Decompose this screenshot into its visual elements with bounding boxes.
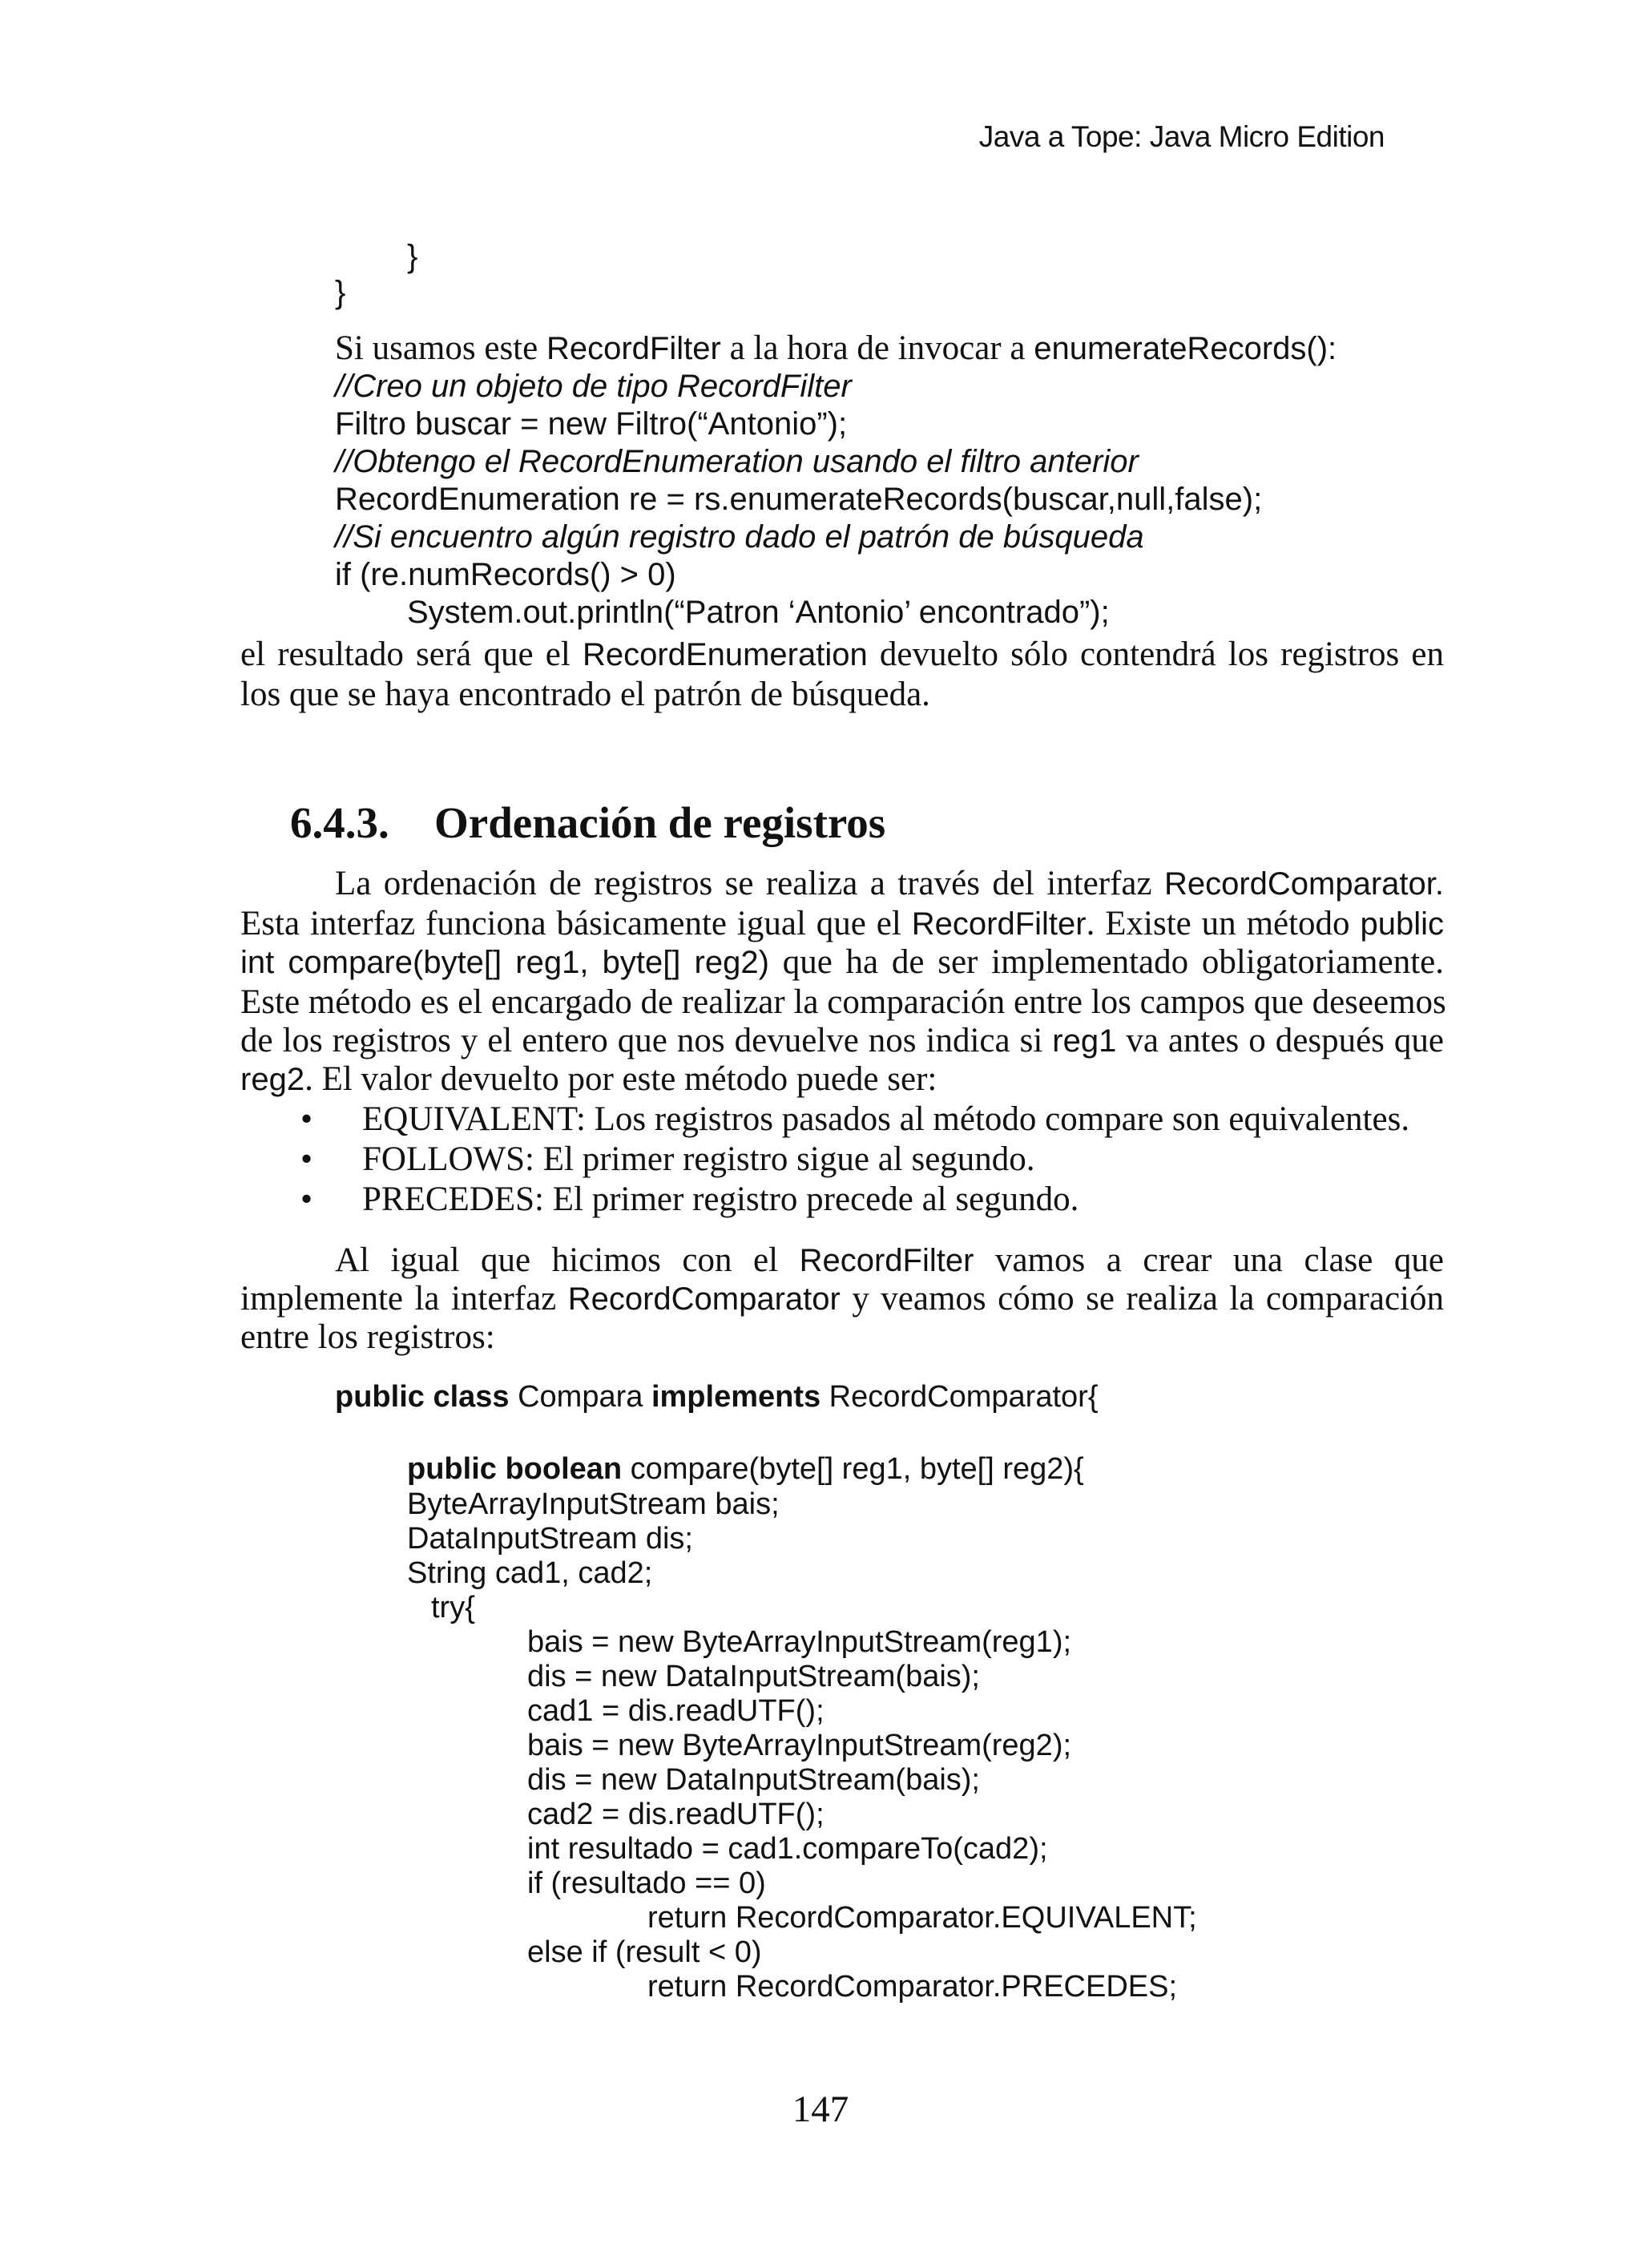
bullet-icon: •: [300, 1140, 313, 1178]
code-line: dis = new DataInputStream(bais);: [527, 1763, 980, 1797]
code-keyword: public class: [335, 1380, 510, 1414]
code-line: public class Compara implements RecordComparator{: [335, 1380, 1099, 1414]
paragraph-line: Al igual que hicimos con el RecordFilter vamos a crear una clase que: [335, 1241, 1445, 1279]
code-comment: //Si encuentro algún registro dado el patrón de búsqueda: [335, 519, 1144, 555]
inline-code: RecordComparator.: [1163, 866, 1444, 902]
code-line: bais = new ByteArrayInputStream(reg1);: [527, 1625, 1072, 1659]
code-line: if (re.numRecords() > 0): [335, 557, 676, 592]
code-line: cad1 = dis.readUTF();: [527, 1694, 825, 1728]
paragraph-line: Este método es el encargado de realizar la comparación entre los campos que deseemos: [240, 983, 1446, 1021]
bullet-icon: •: [300, 1100, 313, 1138]
intro-text: a la hora de invocar a: [720, 329, 1034, 367]
code-line: String cad1, cad2;: [407, 1556, 653, 1590]
paragraph-line: entre los registros:: [240, 1318, 495, 1356]
bullet-item: EQUIVALENT: Los registros pasados al método compare son equivalentes.: [362, 1100, 1410, 1138]
paragraph-line: int compare(byte[] reg1, byte[] reg2) que ha de ser implementado obligatoriamente.: [240, 943, 1444, 981]
code-line: cad2 = dis.readUTF();: [527, 1798, 825, 1831]
inline-code: RecordFilter: [911, 906, 1087, 942]
code-line: ByteArrayInputStream bais;: [407, 1487, 780, 1521]
bullet-item: FOLLOWS: El primer registro sigue al segundo.: [362, 1140, 1035, 1178]
code-comment: //Creo un objeto de tipo RecordFilter: [335, 369, 852, 404]
code-brace: }: [407, 239, 418, 274]
code-line: if (resultado == 0): [527, 1866, 766, 1900]
paragraph-line: La ordenación de registros se realiza a través del interfaz RecordComparator.: [335, 865, 1444, 902]
inline-code: RecordFilter: [799, 1243, 974, 1278]
inline-code: public: [1360, 906, 1444, 942]
inline-code: reg1: [1052, 1023, 1117, 1059]
paragraph-line: Esta interfaz funciona básicamente igual que el RecordFilter. Existe un método public: [240, 905, 1444, 942]
inline-code: int compare(byte[] reg1, byte[] reg2): [240, 945, 769, 980]
bullet-icon: •: [300, 1180, 313, 1218]
inline-code: enumerateRecords():: [1034, 331, 1337, 366]
code-line: public boolean compare(byte[] reg1, byte[] reg2){: [407, 1452, 1084, 1486]
code-keyword: implements: [651, 1380, 821, 1414]
intro-paragraph: [335, 329, 1337, 368]
paragraph-line: implemente la interfaz RecordComparator y veamos cómo se realiza la comparación: [240, 1280, 1444, 1318]
code-line: System.out.println(“Patron ‘Antonio’ encontrado”);: [407, 595, 1110, 630]
result-paragraph-line: los que se haya encontrado el patrón de búsqueda.: [240, 676, 930, 713]
inline-code: RecordComparator: [567, 1281, 841, 1317]
section-number: 6.4.3.: [290, 798, 389, 847]
inline-code: RecordEnumeration: [582, 637, 868, 672]
code-comment: //Obtengo el RecordEnumeration usando el filtro anterior: [335, 444, 1139, 479]
inline-code: RecordFilter: [546, 331, 721, 366]
code-line: int resultado = cad1.compareTo(cad2);: [527, 1832, 1048, 1866]
result-paragraph-line: el resultado será que el RecordEnumeration devuelto sólo contendrá los registros en: [240, 636, 1444, 673]
code-line: DataInputStream dis;: [407, 1522, 693, 1556]
paragraph-line: de los registros y el entero que nos devuelve nos indica si reg1 va antes o después que: [240, 1022, 1444, 1059]
intro-text: Si usamos este: [335, 329, 546, 367]
code-line: bais = new ByteArrayInputStream(reg2);: [527, 1729, 1072, 1762]
code-line: return RecordComparator.EQUIVALENT;: [647, 1901, 1197, 1935]
code-brace: }: [335, 275, 346, 310]
code-line: Filtro buscar = new Filtro(“Antonio”);: [335, 406, 848, 442]
page-number: 147: [792, 2088, 849, 2130]
bullet-item: PRECEDES: El primer registro precede al segundo.: [362, 1180, 1079, 1218]
running-header: Java a Tope: Java Micro Edition: [978, 120, 1385, 153]
code-line: dis = new DataInputStream(bais);: [527, 1660, 980, 1693]
code-line: try{: [431, 1591, 475, 1624]
code-keyword: public boolean: [407, 1452, 623, 1486]
paragraph-line: reg2. El valor devuelto por este método puede ser:: [240, 1060, 937, 1098]
code-line: else if (result < 0): [527, 1935, 762, 1969]
code-line: RecordEnumeration re = rs.enumerateRecords(buscar,null,false);: [335, 482, 1263, 517]
inline-code: reg2: [240, 1062, 305, 1097]
section-title: Ordenación de registros: [434, 798, 886, 847]
section-heading: [290, 797, 885, 848]
code-line: return RecordComparator.PRECEDES;: [647, 1970, 1178, 2004]
